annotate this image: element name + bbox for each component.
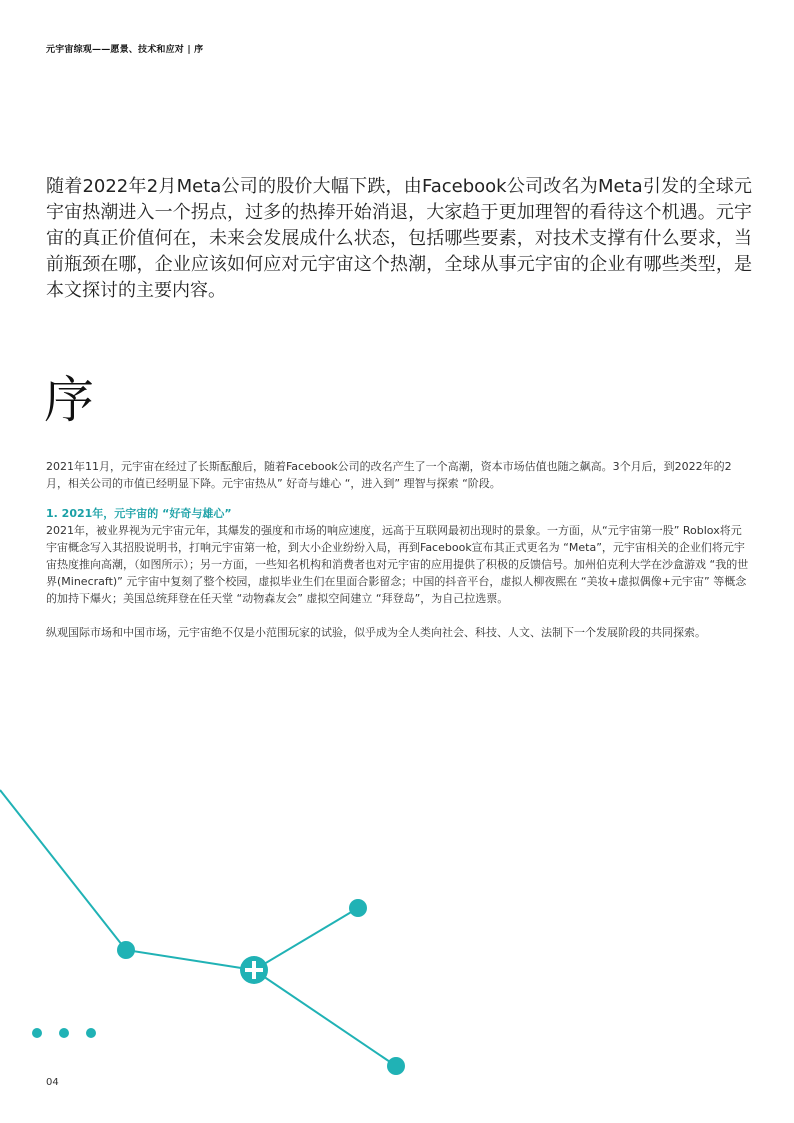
- body-paragraph-3: 纵观国际市场和中国市场，元宇宙绝不仅是小范围玩家的试验，似乎成为全人类向社会、科技、人文、法制下一个发展阶段的共同探索。: [46, 626, 706, 639]
- body-paragraph-1: 2021年11月，元宇宙在经过了长斯酝酿后，随着Facebook公司的改名产生了一个高潮，资本市场估值也随之飙高。3个月后，到2022年的2月，相关公司的市值已经明显下降。元宇宙热从” 好奇与雄心 “，进入到” 理智与探索 “阶段。: [46, 460, 732, 490]
- page-number: 04: [46, 1077, 59, 1088]
- network-line: [0, 790, 126, 950]
- plus-node-icon: [240, 956, 268, 984]
- section-title: 序: [44, 371, 94, 429]
- network-node: [117, 941, 135, 959]
- intro-paragraph: 随着2022年2月Meta公司的股价大幅下跌，由Facebook公司改名为Meta引发的全球元宇宙热潮进入一个拐点，过多的热捧开始消退，大家趋于更加理智的看待这个机遇。元宇宙的真正价值何在，未来会发展成什么状态，包括哪些要素，对技术支撑有什么要求，当前瓶颈在哪，企业应该如何应对元宇宙这个热潮，全球从事元宇宙的企业有哪些类型，是本文探讨的主要内容。: [46, 176, 752, 301]
- dot-icon: [86, 1028, 96, 1038]
- network-line: [254, 970, 396, 1066]
- body-paragraph-2: 2021年，被业界视为元宇宙元年，其爆发的强度和市场的响应速度，远高于互联网最初出现时的景象。一方面，从“元宇宙第一股” Roblox将元宇宙概念写入其招股说明书，打响元宇宙第一枪，到大小企业纷纷入局，再到Facebook宣布其正式更名为 “Meta”，元宇宙相关的企业们将元宇宙热度推向高潮，（如图所示）；另一方面，一些知名机构和消费者也对元宇宙的应用提供了积极的反馈信号。加州伯克利大学在沙盒游戏 “我的世界(Minecraft)” 元宇宙中复刻了整个校园，虚拟毕业生们在里面合影留念；中国的抖音平台，虚拟人柳夜熙在 “美妆+虚拟偶像+元宇宙” 等概念的加持下爆火；美国总统拜登在任天堂 “动物森友会” 虚拟空间建立 “拜登岛”，为自己拉选票。: [46, 524, 749, 605]
- network-node: [387, 1057, 405, 1075]
- network-line: [126, 950, 254, 970]
- dot-icon: [32, 1028, 42, 1038]
- network-node: [349, 899, 367, 917]
- subsection-heading: 1. 2021年，元宇宙的 “好奇与雄心”: [46, 507, 232, 520]
- running-header: 元宇宙综观——愿景、技术和应对 | 序: [46, 45, 204, 55]
- dot-icon: [59, 1028, 69, 1038]
- network-line: [254, 908, 358, 970]
